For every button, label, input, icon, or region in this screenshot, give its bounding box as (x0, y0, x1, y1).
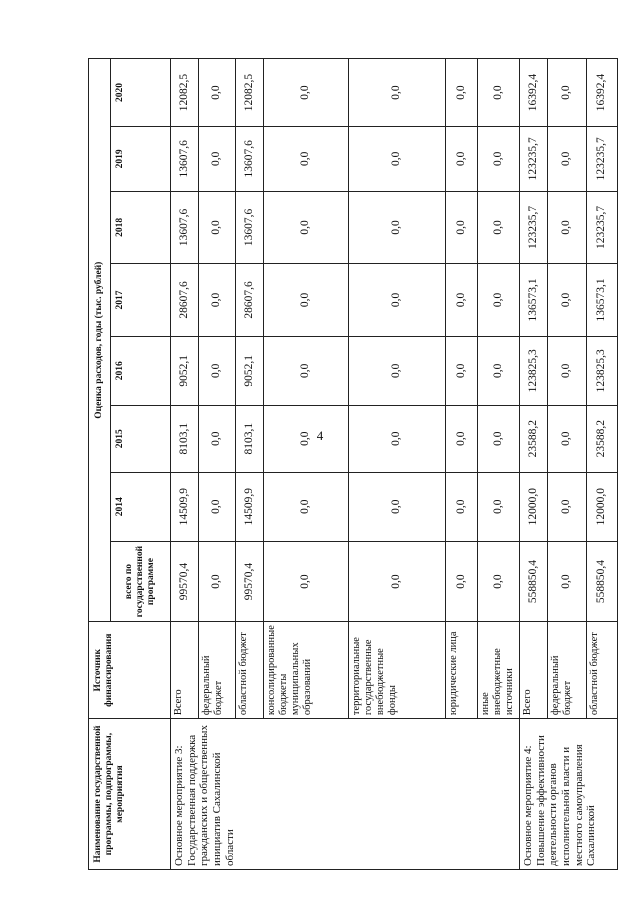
value-cell: 9052,1 (171, 336, 199, 405)
header-total: всего по государственной программе (111, 541, 171, 622)
value-cell: 123825,3 (520, 336, 548, 405)
header-estimate: Оценка расходов, годы (тыс. рублей) (89, 59, 111, 622)
value-cell: 0,0 (477, 541, 519, 622)
header-year: 2015 (111, 405, 171, 472)
value-cell: 8103,1 (235, 405, 263, 472)
header-year: 2019 (111, 127, 171, 192)
table-row (171, 59, 199, 870)
value-cell: 0,0 (477, 405, 519, 472)
value-cell: 0,0 (198, 405, 235, 472)
value-cell: 0,0 (477, 472, 519, 541)
value-cell: 23588,2 (587, 405, 618, 472)
value-cell: 0,0 (263, 59, 348, 127)
value-cell: 12082,5 (171, 59, 199, 127)
value-cell: 0,0 (445, 472, 477, 541)
table-body (171, 59, 618, 870)
value-cell: 13607,6 (235, 127, 263, 192)
value-cell: 0,0 (547, 472, 586, 541)
value-cell: 0,0 (547, 191, 586, 264)
value-cell: 0,0 (477, 336, 519, 405)
value-cell: 0,0 (445, 59, 477, 127)
funding-source: юридические лица (445, 622, 477, 719)
value-cell: 123235,7 (520, 127, 548, 192)
value-cell: 123235,7 (587, 191, 618, 264)
value-cell: 0,0 (547, 541, 586, 622)
table-row (520, 59, 548, 870)
rotated-table-container (88, 58, 618, 870)
measure-name: Основное мероприятие 3: Государственная поддержка гражданских и общественных инициатив Сахалинской области (171, 719, 520, 870)
value-cell: 13607,6 (171, 127, 199, 192)
value-cell: 0,0 (445, 127, 477, 192)
value-cell: 0,0 (349, 127, 446, 192)
value-cell: 0,0 (198, 191, 235, 264)
value-cell: 0,0 (349, 405, 446, 472)
value-cell: 136573,1 (520, 264, 548, 337)
value-cell: 16392,4 (587, 59, 618, 127)
value-cell: 0,0 (198, 59, 235, 127)
value-cell: 123825,3 (587, 336, 618, 405)
funding-source: консолидированные бюджеты муниципальных образований (263, 622, 348, 719)
funding-source: иные внебюджетные источники (477, 622, 519, 719)
value-cell: 0,0 (547, 127, 586, 192)
header-source: Источник финансирования (89, 622, 171, 719)
funding-source: федеральный бюджет (547, 622, 586, 719)
value-cell: 8103,1 (171, 405, 199, 472)
value-cell: 12082,5 (235, 59, 263, 127)
value-cell: 28607,6 (171, 264, 199, 337)
header-year: 2016 (111, 336, 171, 405)
value-cell: 0,0 (445, 336, 477, 405)
value-cell: 0,0 (198, 336, 235, 405)
funding-source: областной бюджет (587, 622, 618, 719)
value-cell: 0,0 (477, 264, 519, 337)
value-cell: 28607,6 (235, 264, 263, 337)
value-cell: 0,0 (477, 59, 519, 127)
measure-name: Основное мероприятие 4: Повышение эффективности деятельности органов исполнительной власти и местного самоуправления Сахалинской (520, 719, 618, 870)
value-cell: 0,0 (445, 405, 477, 472)
value-cell: 12000,0 (520, 472, 548, 541)
value-cell: 0,0 (547, 59, 586, 127)
value-cell: 9052,1 (235, 336, 263, 405)
header-year: 2017 (111, 264, 171, 337)
value-cell: 0,0 (198, 541, 235, 622)
value-cell: 14509,9 (235, 472, 263, 541)
value-cell: 558850,4 (520, 541, 548, 622)
value-cell: 0,0 (263, 405, 348, 472)
page-number: 4 (316, 428, 324, 443)
value-cell: 123235,7 (520, 191, 548, 264)
value-cell: 0,0 (349, 336, 446, 405)
header-year: 2018 (111, 191, 171, 264)
funding-source: Всего (171, 622, 199, 719)
value-cell: 0,0 (263, 336, 348, 405)
value-cell: 0,0 (349, 472, 446, 541)
value-cell: 0,0 (263, 127, 348, 192)
value-cell: 0,0 (445, 541, 477, 622)
value-cell: 0,0 (477, 127, 519, 192)
value-cell: 0,0 (263, 191, 348, 264)
value-cell: 0,0 (263, 264, 348, 337)
value-cell: 14509,9 (171, 472, 199, 541)
funding-source: областной бюджет (235, 622, 263, 719)
table-sheet (88, 58, 618, 870)
value-cell: 12000,0 (587, 472, 618, 541)
value-cell: 0,0 (445, 191, 477, 264)
value-cell: 0,0 (445, 264, 477, 337)
value-cell: 99570,4 (171, 541, 199, 622)
value-cell: 0,0 (349, 264, 446, 337)
value-cell: 0,0 (547, 405, 586, 472)
funding-source: территориальные государственные внебюджетные фонды (349, 622, 446, 719)
value-cell: 23588,2 (520, 405, 548, 472)
value-cell: 123235,7 (587, 127, 618, 192)
value-cell: 0,0 (198, 127, 235, 192)
value-cell: 0,0 (198, 264, 235, 337)
funding-source: Всего (520, 622, 548, 719)
value-cell: 0,0 (477, 191, 519, 264)
value-cell: 558850,4 (587, 541, 618, 622)
budget-table (88, 58, 618, 870)
value-cell: 13607,6 (235, 191, 263, 264)
value-cell: 99570,4 (235, 541, 263, 622)
value-cell: 0,0 (263, 541, 348, 622)
value-cell: 0,0 (349, 541, 446, 622)
value-cell: 0,0 (349, 59, 446, 127)
value-cell: 136573,1 (587, 264, 618, 337)
value-cell: 0,0 (547, 264, 586, 337)
value-cell: 0,0 (198, 472, 235, 541)
value-cell: 13607,6 (171, 191, 199, 264)
funding-source: федеральный бюджет (198, 622, 235, 719)
header-name: Наименование государственной программы, подпрограммы, мероприятия (89, 719, 171, 870)
value-cell: 0,0 (349, 191, 446, 264)
value-cell: 0,0 (547, 336, 586, 405)
header-year: 2020 (111, 59, 171, 127)
value-cell: 0,0 (263, 472, 348, 541)
header-year: 2014 (111, 472, 171, 541)
value-cell: 16392,4 (520, 59, 548, 127)
